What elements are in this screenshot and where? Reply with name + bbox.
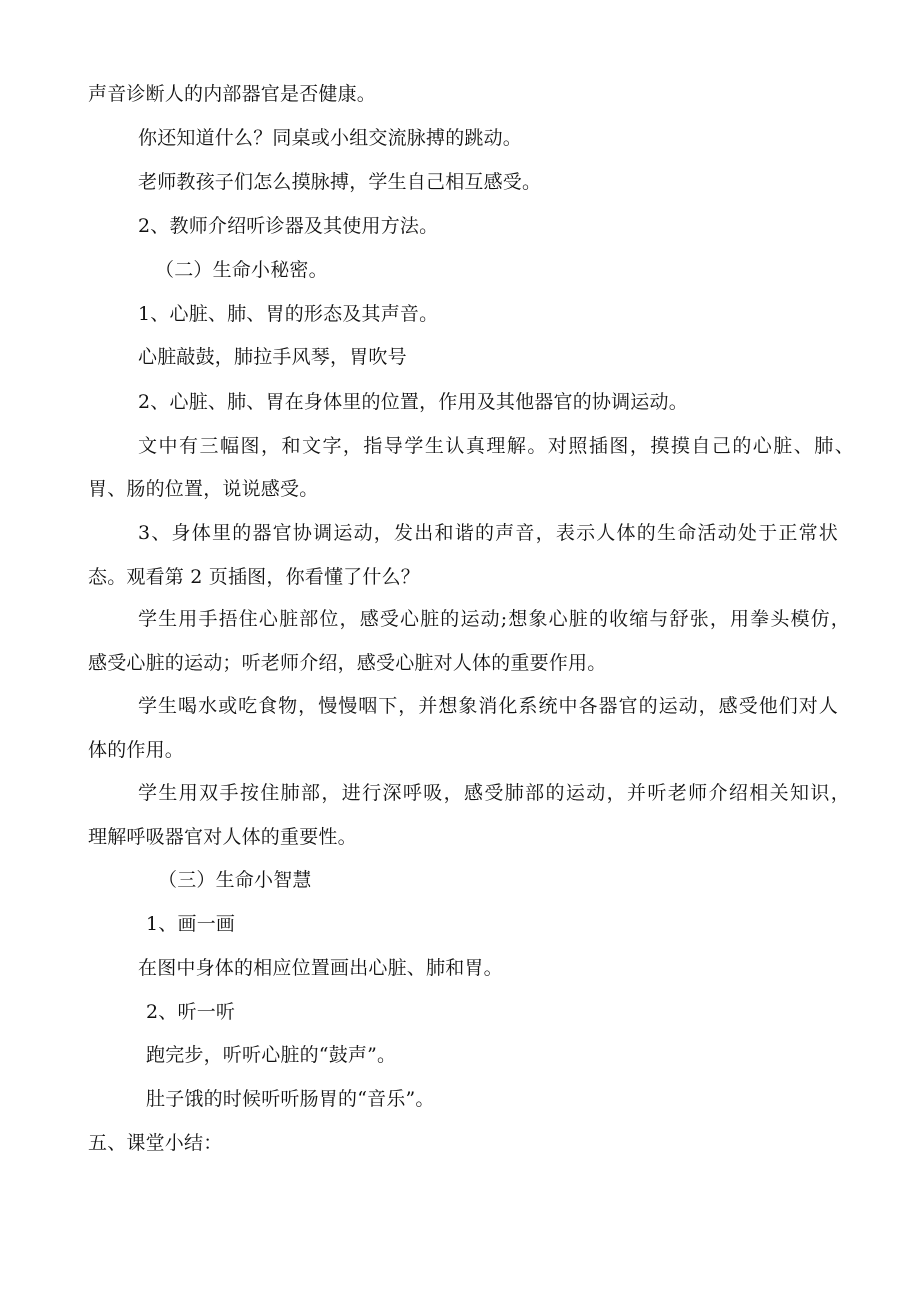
paragraph-line-2: 你还知道什么？同桌或小组交流脉搏的跳动。 <box>138 127 523 149</box>
paragraph-line-21: 在图中身体的相应位置画出心脏、肺和胃。 <box>138 957 503 979</box>
paragraph-line-23: 跑完步，听听心脏的“鼓声”。 <box>146 1044 397 1066</box>
paragraph-line-3: 老师教孩子们怎么摸脉搏，学生自己相互感受。 <box>138 171 542 193</box>
paragraph-line-4: 2、教师介绍听诊器及其使用方法。 <box>138 215 439 237</box>
paragraph-line-1: 声音诊断人的内部器官是否健康。 <box>88 83 377 105</box>
section-heading-3: （三）生命小智慧 <box>158 869 312 891</box>
paragraph-line-20: 1、画一画 <box>146 913 236 935</box>
section-heading-2: （二）生命小秘密。 <box>155 259 328 281</box>
paragraph-line-17: 学生用双手按住肺部，进行深呼吸，感受肺部的运动，并听老师介绍相关知识， <box>138 782 850 804</box>
paragraph-line-14: 感受心脏的运动；听老师介绍，感受心脏对人体的重要作用。 <box>88 652 607 674</box>
paragraph-line-10: 胃、肠的位置，说说感受。 <box>88 478 319 500</box>
paragraph-line-16: 体的作用。 <box>88 739 185 761</box>
paragraph-line-24: 肚子饿的时候听听肠胃的“音乐”。 <box>146 1088 435 1110</box>
paragraph-line-9: 文中有三幅图，和文字，指导学生认真理解。对照插图，摸摸自己的心脏、肺、 <box>138 435 854 457</box>
paragraph-line-18: 理解呼吸器官对人体的重要性。 <box>88 826 357 848</box>
paragraph-line-22: 2、听一听 <box>146 1001 236 1023</box>
paragraph-line-6: 1、心脏、肺、胃的形态及其声音。 <box>138 303 439 325</box>
paragraph-line-11: 3、身体里的器官协调运动，发出和谐的声音，表示人体的生命活动处于正常状 <box>138 522 838 544</box>
paragraph-line-7: 心脏敲鼓，肺拉手风琴，胃吹号 <box>138 346 407 368</box>
paragraph-line-8: 2、心脏、肺、胃在身体里的位置，作用及其他器官的协调运动。 <box>138 391 688 413</box>
paragraph-line-15: 学生喝水或吃食物，慢慢咽下，并想象消化系统中各器官的运动，感受他们对人 <box>138 695 838 717</box>
paragraph-line-13: 学生用手捂住心脏部位，感受心脏的运动;想象心脏的收缩与舒张，用拳头模仿， <box>138 608 850 630</box>
paragraph-line-12: 态。观看第 2 页插图，你看懂了什么？ <box>88 566 420 588</box>
section-heading-5: 五、课堂小结： <box>88 1132 223 1154</box>
